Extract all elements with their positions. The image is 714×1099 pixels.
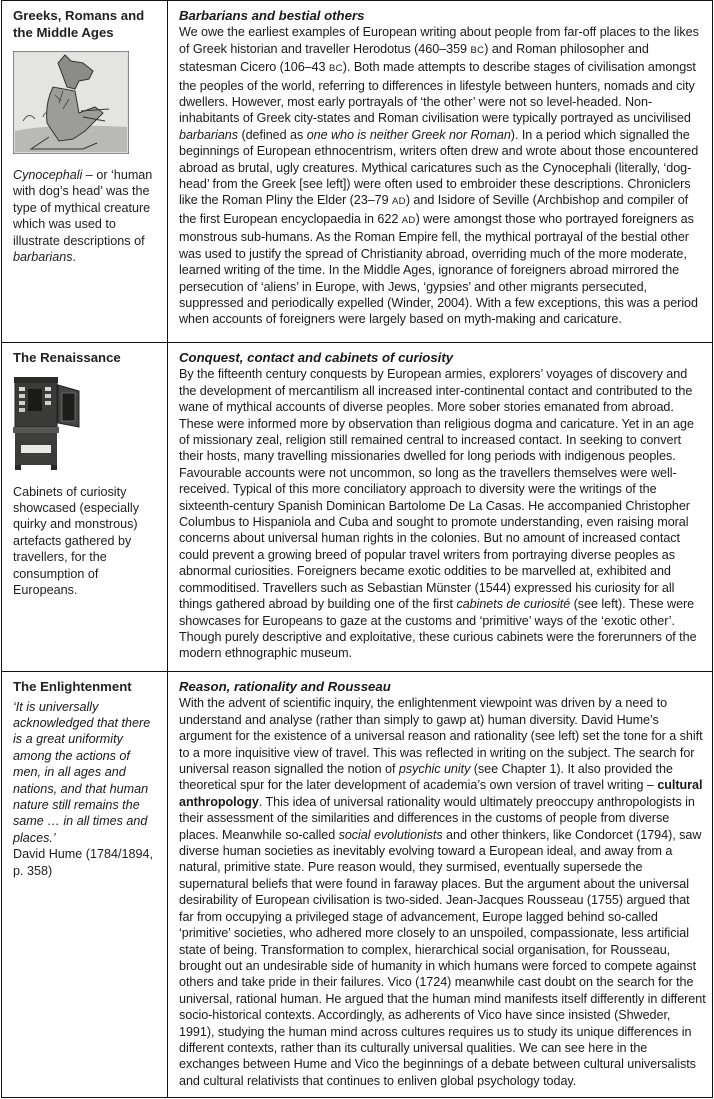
content-cell <box>168 343 713 672</box>
era-abbreviation: AD <box>401 214 416 226</box>
italic-term: psychic unity <box>398 762 471 777</box>
era-abbreviation: BC <box>470 44 485 56</box>
era-abbreviation: BC <box>328 63 343 75</box>
section-body: We owe the earliest examples of European writing about people from far-off places to the likes of Greek historian and traveller Herodotus (460–359 BC) and Roman philosopher and statesman Cicero (106–43 BC). Both made attempts to describe stages of civilisation amongst the peoples of the world, referring to differences in lifestyle between hunters, nomads and city dwellers. However, most early portrayals of ‘the other’ were not so level-headed. Non-inhabitants of Greek city-states and Roman civilisation were typically portrayed as uncivilised barbarians (defined as one who is neither Greek nor Roman). In a period which signalled the beginnings of European ethnocentrism, writers often drew and wrote about those encountered abroad as brutal, ugly creatures. Mythical caricatures such as the Cynocephali (literally, ‘dog-head’ from the Greek [see left]) were often used to embroider these descriptions. Chroniclers like the Roman Pliny the Elder (23–79 AD) and Isidore of Seville (Archbishop and compiler of the first European encyclopaedia in 622 AD) were amongst those who portrayed foreigners as monstrous sub-humans. As the Roman Empire fell, the mythical portrayal of the bestial other was used to justify the spread of Christianity abroad, overriding much of the more moderate, learned writing of the time. In the Middle Ages, ignorance of foreigners abroad mirrored the persecution of ‘aliens’ in Europe, with Jews, ‘gypsies’ and other migrants persecuted, suppressed and periodically expelled (Winder, 2004). With a few exceptions, this was a period when accounts of foreigners were largely based on myth-making and caricature. <box>179 25 699 327</box>
italic-term: barbarians <box>179 127 239 142</box>
content-cell <box>168 672 713 1098</box>
cabinet-of-curiosity-image <box>13 377 85 471</box>
caption-term: Cynocephali <box>13 168 83 182</box>
table-row <box>2 1 713 343</box>
era-cell <box>2 672 168 1098</box>
table-row <box>2 672 713 1098</box>
section-heading: Conquest, contact and cabinets of curiosity <box>179 350 454 365</box>
era-title: Greeks, Romans and the Middle Ages <box>13 8 145 40</box>
section-heading: Reason, rationality and Rousseau <box>179 679 391 694</box>
era-cell <box>2 1 168 343</box>
section-body: With the advent of scientific inquiry, the enlightenment viewpoint was driven by a need to understand and analyse (rather than simply to gawp at) human diversity. David Hume’s argument for the existence of a universal reason and rationality (see left) set the tone for a shift to a more inquisitive view of travel. This was reflected in writing on the subject. The search for universal reason signalled the notion of psychic unity (see Chapter 1). It also provided the theoretical spur for the later development of academia’s own version of travel writing – cultural anthropology. This idea of universal rationality would ultimately preoccupy anthropologists in their assessment of the similarities and differences in the customs of people from diverse places. Meanwhile so-called social evolutionists and other thinkers, like Condorcet (1794), saw diverse human societies as inevitably evolving toward a European ideal, and away from a natural, primitive state. Pure reason would, they surmised, eventually supersede the supernatural beliefs that were found in faraway places. But the argument about the universal desirability of European civilisation is two-sided. Jean-Jacques Rousseau (1755) argued that far from occupying a privileged stage of advancement, Europe lagged behind so-called ‘primitive’ societies, who adhered more closely to an unspoiled, compassionate, less artificial state of being. Transformation to complex, hierarchical social organisation, for Rousseau, brought out an undesirable side of humanity in which humans were forced to compete against others and take pride in their failures. Vico (1724) meanwhile cast doubt on the search for the universal, rational human. He argued that the human mind manifests itself differently in different socio-historical contexts. Accordingly, as adherents of Vico have since insisted (Shweder, 1991), studying the human mind across cultures requires us to study its unique differences in different contexts, rather than its culturally universal qualities. We can see here in the exchanges between Hume and Vico the beginnings of a debate between cultural universalists and cultural relativists that continues to enliven global psychology today. <box>179 696 706 1088</box>
quote-attribution: David Hume (1784/1894, p. 358) <box>13 847 154 878</box>
content-cell <box>168 1 713 343</box>
cynocephali-image <box>13 51 129 154</box>
key-term: cultural anthropology <box>179 778 703 809</box>
caption-term: barbarians <box>13 250 73 265</box>
era-cell <box>2 343 168 672</box>
history-timeline-table <box>1 0 713 1098</box>
section-body: By the fifteenth century conquests by European armies, explorers’ voyages of discovery and the development of mercantilism all increased inter-continental contact and contributed to the wane of mythical accounts of diverse peoples. More sober stories emanated from abroad. These were informed more by observation than religious dogma and caricature. Yet in an age of missionary zeal, religion still remained central to increased contact. In seeking to convert their hosts, many travelling missionaries dwelled for long periods with indigenous peoples. Favourable accounts were not uncommon, so long as the travellers themselves were well-received. Typical of this more conciliatory approach to diversity were the writings of the sixteenth-century Spanish Dominican Bartolome De La Casas. He accompanied Christopher Columbus to Hispaniola and Cuba and sought to promote understanding, even raising moral concerns about universal human rights in the colonies. But no amount of increased contact could prevent a growing breed of popular travel writers from portraying diverse peoples as abnormal curiosities. Foreigners became exotic oddities to be marvelled at, exhibited and commoditised. Travellers such as Sebastian Münster (1544) expressed his curiosity for all things gathered abroad by building one of the first cabinets de curiosité (see left). These were showcases for Europeans to gaze at the customs and ‘primitive’ ways of the ‘exotic other’. Though purely descriptive and exploitative, these curious cabinets were the forerunners of the modern ethnographic museum. <box>179 367 697 661</box>
image-caption: Cabinets of curiosity showcased (especially quirky and monstrous) artefacts gathered by travellers, for the consumption of Europeans. <box>13 484 139 597</box>
table-row <box>2 343 713 672</box>
image-caption <box>13 167 161 265</box>
caption-text: – or ‘human with dog’s head’ was the type of mythical creature which was used to illustrate descriptions of <box>13 168 153 248</box>
caption-text: . <box>72 250 77 265</box>
era-abbreviation: AD <box>392 196 406 208</box>
era-title: The Enlightenment <box>13 679 132 694</box>
hume-quote: ‘It is universally acknowledged that there is a great uniformity among the actions of men, in all ages and nations, and that human nature still remains the same … in all times and places.’ <box>13 699 151 845</box>
italic-term: social evolutionists <box>338 827 443 842</box>
section-heading: Barbarians and bestial others <box>179 8 365 23</box>
italic-term: cabinets de curiosité <box>456 597 571 612</box>
italic-term: one who is neither Greek nor Roman <box>306 127 511 142</box>
era-title: The Renaissance <box>13 350 121 365</box>
